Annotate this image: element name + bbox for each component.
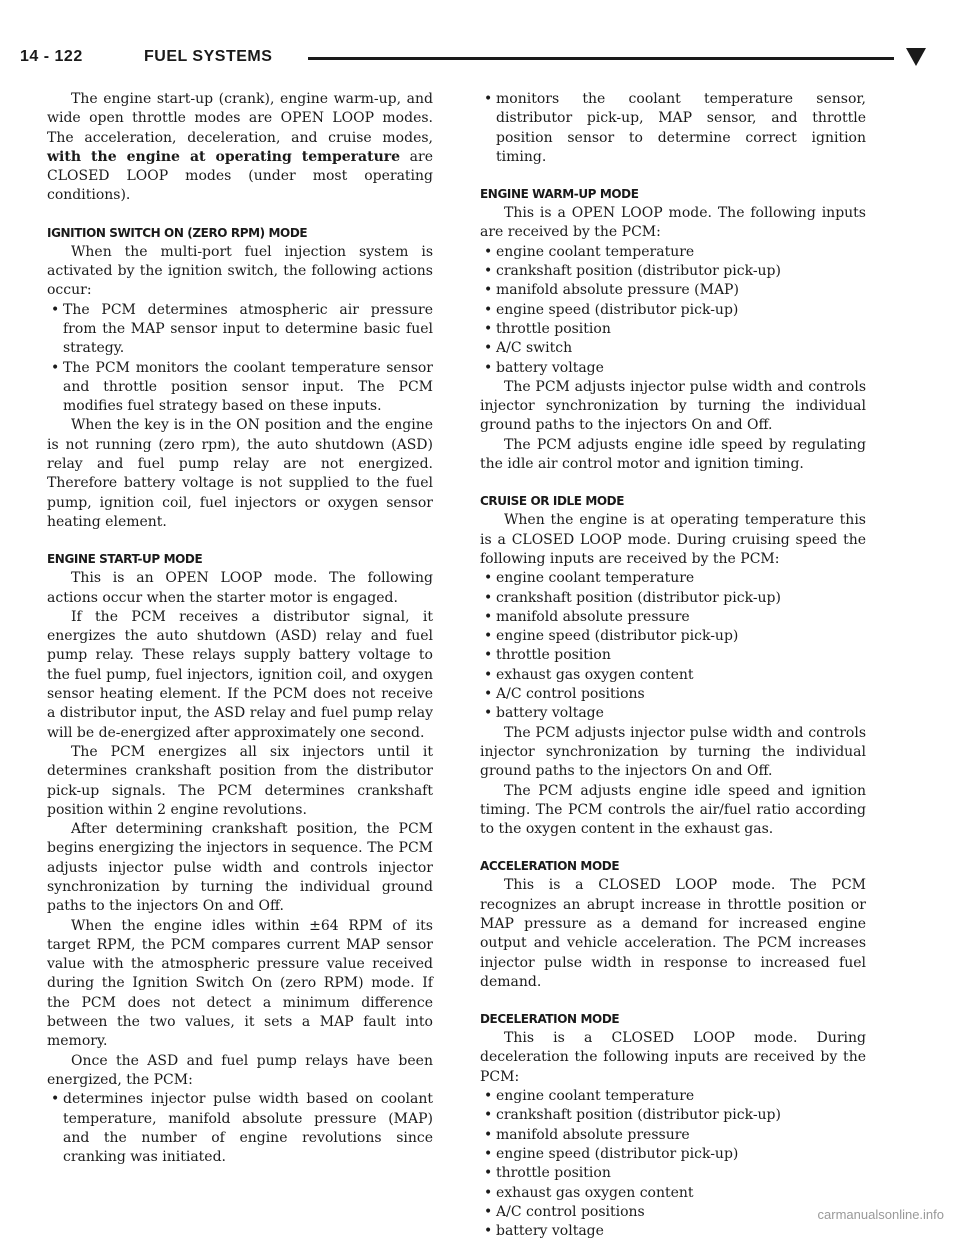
triangle-marker-icon [906,48,926,66]
list-item: • A/C control positions [480,1203,866,1222]
intro-text-end: are CLOSED LOOP modes (under most operating conditions). [47,148,433,204]
ignition-paragraph-1: When the multi-port fuel injection system is activated by the ignition switch, the following actions occur: [47,243,433,299]
list-item: • crankshaft position (distributor pick-up) [480,1106,866,1125]
list-item: • throttle position [480,320,866,339]
list-item: • manifold absolute pressure [480,1126,866,1145]
list-item: • throttle position [480,1164,866,1183]
intro-bold-text: with the engine at operating temperature [47,148,401,165]
cruise-paragraph-3: The PCM adjusts engine idle speed and ignition timing. The PCM controls the air/fuel ratio according to the oxygen content in the exhaust gas. [480,782,866,838]
heading-deceleration: DECELERATION MODE [480,1012,620,1027]
list-item: • throttle position [480,646,866,665]
header-rule [308,57,894,60]
ignition-bullet-2: • The PCM monitors the coolant temperature sensor and throttle position sensor input. The PCM modifies fuel strategy based on these inputs. [47,359,433,417]
list-item: • exhaust gas oxygen content [480,666,866,685]
list-item: • A/C switch [480,339,866,358]
ignition-bullet-1: • The PCM determines atmospheric air pressure from the MAP sensor input to determine basic fuel strategy. [47,301,433,359]
list-item: • crankshaft position (distributor pick-up) [480,589,866,608]
list-item: • engine speed (distributor pick-up) [480,1145,866,1164]
cruise-paragraph-2: The PCM adjusts injector pulse width and controls injector synchronization by turning the individual ground paths to the injectors On and Off. [480,724,866,780]
heading-engine-start-up: ENGINE START-UP MODE [47,552,203,567]
heading-cruise-or-idle: CRUISE OR IDLE MODE [480,494,625,509]
startup-paragraph-1: This is an OPEN LOOP mode. The following actions occur when the starter motor is engaged. [47,570,433,606]
warmup-paragraph-2: The PCM adjusts injector pulse width and controls injector synchronization by turning the individual ground paths to the injectors On and Off. [480,378,866,434]
intro-text-start: The engine start-up (crank), engine warm-up, and wide open throttle modes are OPEN LOOP modes. The acceleration, deceleration, and cruise modes, [47,91,433,146]
startup-paragraph-5: When the engine idles within ±64 RPM of its target RPM, the PCM compares current MAP sensor value with the atmospheric pressure value received during the Ignition Switch On (zero RPM) mode. If the PCM does not detect a minimum difference between the two values, it sets a MAP fault into memory. [47,917,433,1050]
cruise-paragraph-1: When the engine is at operating temperature this is a CLOSED LOOP mode. During cruising speed the following inputs are received by the PCM: [480,512,866,567]
warmup-paragraph-1: This is a OPEN LOOP mode. The following inputs are received by the PCM: [480,205,866,241]
list-item: • crankshaft position (distributor pick-up) [480,262,866,281]
list-item: • battery voltage [480,359,866,378]
watermark: carmanualsonline.info [817,1207,944,1222]
list-item: • manifold absolute pressure [480,608,866,627]
section-title: FUEL SYSTEMS [144,48,273,65]
startup-bullet-2: • monitors the coolant temperature sensor, distributor pick-up, MAP sensor, and throttle position sensor to determine correct ignition timing. [480,90,866,167]
list-item: • engine speed (distributor pick-up) [480,301,866,320]
startup-paragraph-2: If the PCM receives a distributor signal, it energizes the auto shutdown (ASD) relay and fuel pump relay. These relays supply battery voltage to the fuel pump, fuel injectors, ignition coil, and oxygen sensor heating element. If the PCM does not receive a distributor input, the ASD relay and fuel pump relay will be de-energized after approximately one second. [47,608,433,741]
startup-paragraph-6: Once the ASD and fuel pump relays have been energized, the PCM: [47,1052,433,1088]
heading-engine-warm-up: ENGINE WARM-UP MODE [480,187,639,202]
list-item: • battery voltage [480,704,866,723]
list-item: • manifold absolute pressure (MAP) [480,281,866,300]
accel-paragraph-1: This is a CLOSED LOOP mode. The PCM recognizes an abrupt increase in throttle position or MAP pressure as a demand for increased engine output and vehicle acceleration. The PCM increases injector pulse width in response to increased fuel demand. [480,877,866,990]
list-item: • engine coolant temperature [480,243,866,262]
heading-acceleration: ACCELERATION MODE [480,859,620,874]
startup-paragraph-4: After determining crankshaft position, the PCM begins energizing the injectors in sequence. The PCM adjusts injector pulse width and controls injector synchronization by turning the individual ground paths to the injectors On and Off. [47,821,433,915]
list-item: • engine coolant temperature [480,1087,866,1106]
startup-paragraph-3: The PCM energizes all six injectors until it determines crankshaft position from the distributor pick-up signals. The PCM determines crankshaft position within 2 engine revolutions. [47,743,433,818]
heading-ignition-switch-on: IGNITION SWITCH ON (ZERO RPM) MODE [47,225,308,240]
page-header [20,46,938,74]
intro-paragraph [47,90,433,206]
page-number: 14 - 122 [20,48,83,65]
warmup-paragraph-3: The PCM adjusts engine idle speed by regulating the idle air control motor and ignition timing. [480,436,866,473]
list-item: • A/C control positions [480,685,866,704]
list-item: • battery voltage [480,1222,866,1241]
decel-paragraph-1: This is a CLOSED LOOP mode. During deceleration the following inputs are received by the PCM: [480,1030,866,1085]
list-item: • engine coolant temperature [480,569,866,588]
list-item: • engine speed (distributor pick-up) [480,627,866,646]
list-item: • exhaust gas oxygen content [480,1184,866,1203]
startup-bullet-1: • determines injector pulse width based on coolant temperature, manifold absolute pressure (MAP) and the number of engine revolutions since cranking was initiated. [47,1090,433,1167]
ignition-paragraph-2: When the key is in the ON position and the engine is not running (zero rpm), the auto shutdown (ASD) relay and fuel pump relay are not energized. Therefore battery voltage is not supplied to the fuel pump, ignition coil, fuel injectors or oxygen sensor heating element. [47,417,433,530]
right-column [480,90,866,1241]
left-column [47,90,433,1167]
